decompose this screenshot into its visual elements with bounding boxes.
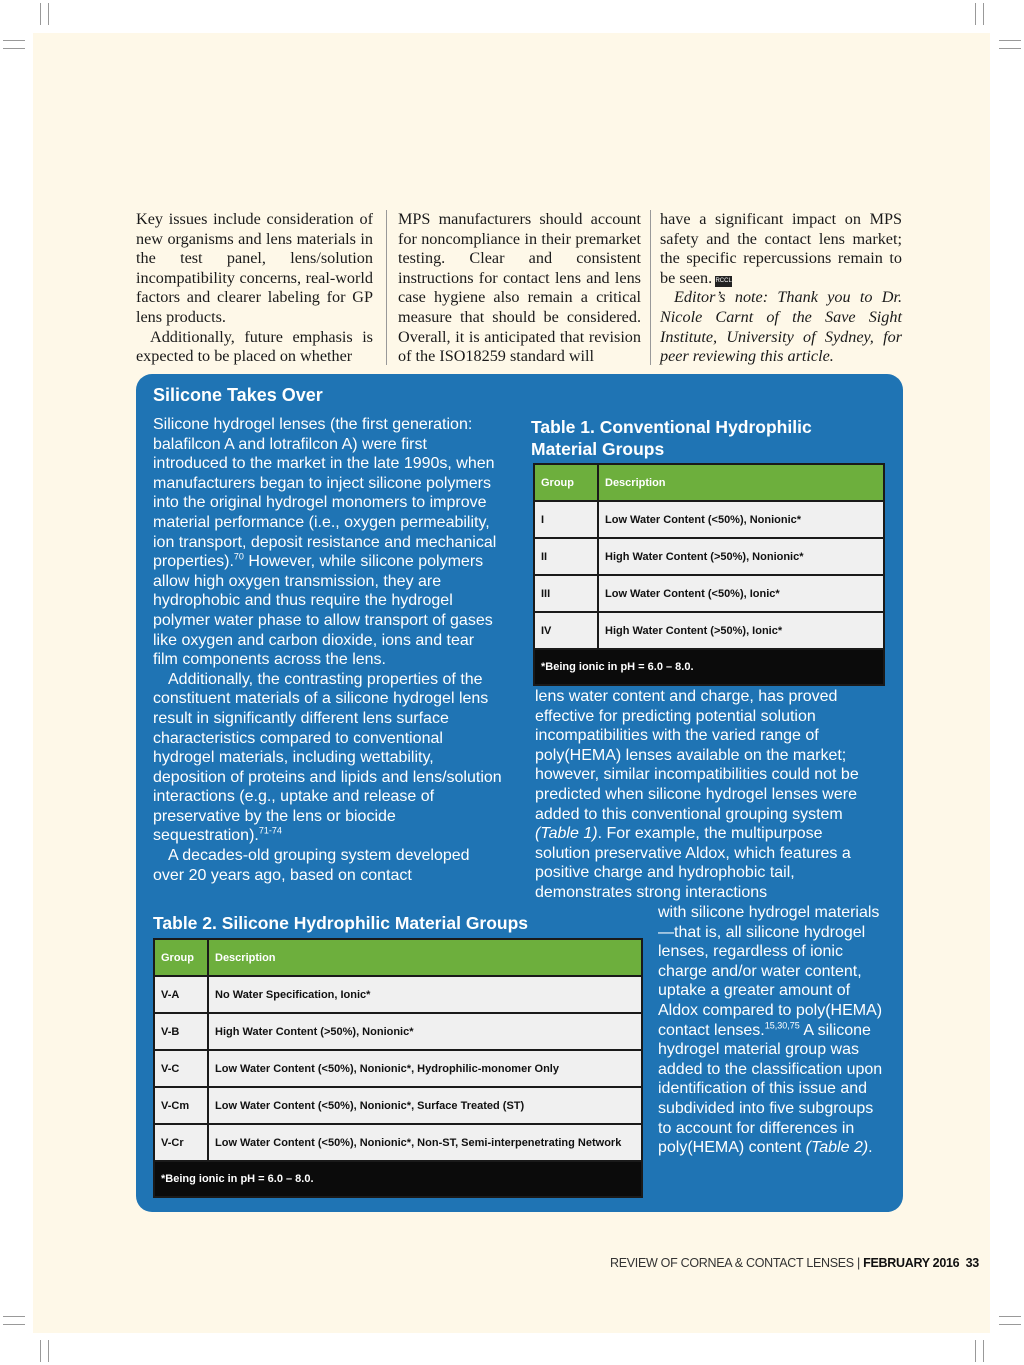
table-row [154, 1050, 642, 1087]
table-cell: II [534, 538, 598, 575]
reference-superscript: 71-74 [258, 826, 282, 837]
sidebar-text: A silicone hydrogel material group was added to the classification upon identification of this issue and subdivided into five subgroups to account for differences in poly(HEMA) content [658, 1021, 883, 1157]
table-header-row [154, 939, 642, 976]
sidebar-paragraph [535, 687, 880, 903]
reference-superscript: 70 [233, 551, 244, 562]
table-cell: No Water Specification, Ionic* [208, 976, 642, 1013]
paragraph: MPS manufacturers should account for noncompliance in their premarket testing. Clear and consistent instructions for contact lens and lens case hygiene also remain a critical measure that should be considered. Overall, it is anticipated that revision of the ISO18259 standard will [398, 210, 641, 366]
table-cell: Low Water Content (<50%), Nonionic*, Hydrophilic-monomer Only [208, 1050, 642, 1087]
table-header-cell: Description [598, 464, 884, 501]
table-cell: Low Water Content (<50%), Nonionic*, Non-ST, Semi-interpenetrating Network [208, 1124, 642, 1161]
table-cell: V-Cr [154, 1124, 208, 1161]
publication-name: REVIEW OF CORNEA & CONTACT LENSES | [610, 1256, 860, 1270]
column-divider [386, 210, 387, 365]
reference-superscript: 15,30,75 [764, 1020, 800, 1031]
table-1 [533, 463, 885, 686]
table-2-title: Table 2. Silicone Hydrophilic Material Groups [153, 913, 529, 933]
sidebar-text: Silicone hydrogel lenses (the first generation: balafilcon A and lotrafilcon A) were first introduced to the market in the late 1990s, when manufacturers began to inject silicone polymers into the original hydrogel monomers to improve material performance (i.e., oxygen permeability, ion transport, deposit resistance and mechanical properties). [153, 416, 497, 571]
table-row [154, 976, 642, 1013]
table-row [534, 612, 884, 649]
page-footer [610, 1256, 979, 1270]
table-cell: High Water Content (>50%), Nonionic* [598, 538, 884, 575]
table-cell: High Water Content (>50%), Nonionic* [208, 1013, 642, 1050]
table-header-cell: Group [154, 939, 208, 976]
table-row [534, 538, 884, 575]
editors-note: Editor’s note: Thank you to Dr. Nicole Carnt of the Save Sight Institute, University of Sydney, for peer reviewing this article. [660, 288, 902, 366]
page-number: 33 [965, 1256, 979, 1270]
table-cell: IV [534, 612, 598, 649]
table-row [154, 1013, 642, 1050]
table-header-cell: Description [208, 939, 642, 976]
text-column-2 [398, 210, 641, 367]
table-citation: (Table 1) [535, 825, 598, 843]
table-row [154, 1087, 642, 1124]
table-footnote: *Being ionic in pH = 6.0 – 8.0. [154, 1161, 642, 1197]
table-footnote-row [154, 1161, 642, 1197]
sidebar-paragraph [658, 903, 888, 1158]
text-column-1 [136, 210, 373, 367]
table-row [534, 575, 884, 612]
issue-date: FEBRUARY 2016 [863, 1256, 960, 1270]
table-cell: High Water Content (>50%), Ionic* [598, 612, 884, 649]
text-column-3 [660, 210, 902, 367]
table-cell: Low Water Content (<50%), Nonionic*, Surface Treated (ST) [208, 1087, 642, 1124]
sidebar-text: . For example, the multipurpose solution preservative Aldox, which features a positive charge and hydrophobic tail, demonstrates strong interactions [535, 825, 851, 901]
paragraph: Additionally, future emphasis is expected to be placed on whether [136, 327, 373, 366]
table-header-cell: Group [534, 464, 598, 501]
table-cell: III [534, 575, 598, 612]
table-cell: Low Water Content (<50%), Ionic* [598, 575, 884, 612]
sidebar-text-right [535, 687, 880, 903]
paragraph-text: have a significant impact on MPS safety and the contact lens market; the specific repercussions remain to be seen. [660, 210, 902, 287]
table-cell: Low Water Content (<50%), Nonionic* [598, 501, 884, 538]
table-footnote-row [534, 649, 884, 685]
table-citation: (Table 2) [805, 1139, 869, 1157]
table-footnote: *Being ionic in pH = 6.0 – 8.0. [534, 649, 884, 685]
table-1-title: Table 1. Conventional Hydrophilic Material Groups [531, 417, 812, 459]
table-cell: I [534, 501, 598, 538]
table-cell: V-B [154, 1013, 208, 1050]
table-row [534, 501, 884, 538]
sidebar-text: Additionally, the contrasting properties of the constituent materials of a silicone hydrogel lens result in significantly different lens surface characteristics compared to conventional hydrogel materials, including wettability, deposition of proteins and lipids and lens/solution interactions (e.g., uptake and release of preservative by the lens or biocide sequestration). [153, 670, 502, 845]
sidebar-paragraph [153, 415, 503, 670]
rccl-logo-icon: RCCL [715, 276, 732, 287]
paragraph [660, 210, 902, 288]
sidebar-paragraph [153, 670, 503, 846]
sidebar-text: lens water content and charge, has proved effective for predicting potential solution incompatibilities with the varied range of poly(HEMA) lenses available on the market; however, similar incompatibilities could not be predicted when silicone hydrogel lenses were added to this conventional grouping system [535, 688, 859, 823]
sidebar-text: . [868, 1139, 873, 1157]
table-row [154, 1124, 642, 1161]
column-divider [650, 210, 651, 365]
table-cell: V-Cm [154, 1087, 208, 1124]
paragraph: Key issues include consideration of new organisms and lens materials in the test panel, lens/solution incompatibility concerns, real-world factors and clearer labeling for GP lens products. [136, 210, 373, 326]
sidebar-title: Silicone Takes Over [153, 385, 323, 405]
table-cell: V-A [154, 976, 208, 1013]
sidebar-text: with silicone hydrogel materials—that is, all silicone hydrogel lenses, regardless of ionic charge and/or water content, uptake a greater amount of Aldox compared to poly(HEMA) contact lenses. [658, 904, 883, 1039]
sidebar-paragraph: A decades-old grouping system developed over 20 years ago, based on contact [153, 847, 470, 884]
sidebar-text-left [153, 415, 503, 885]
sidebar-text: However, while silicone polymers allow high oxygen transmission, they are hydrophobic and thus require the hydrogel polymer water phase to allow transport of gases like oxygen and carbon dioxide, ions and tear film components across the lens. [153, 553, 493, 669]
sidebar-text-wrap [658, 903, 888, 1158]
table-header-row [534, 464, 884, 501]
table-2 [153, 938, 643, 1198]
table-cell: V-C [154, 1050, 208, 1087]
